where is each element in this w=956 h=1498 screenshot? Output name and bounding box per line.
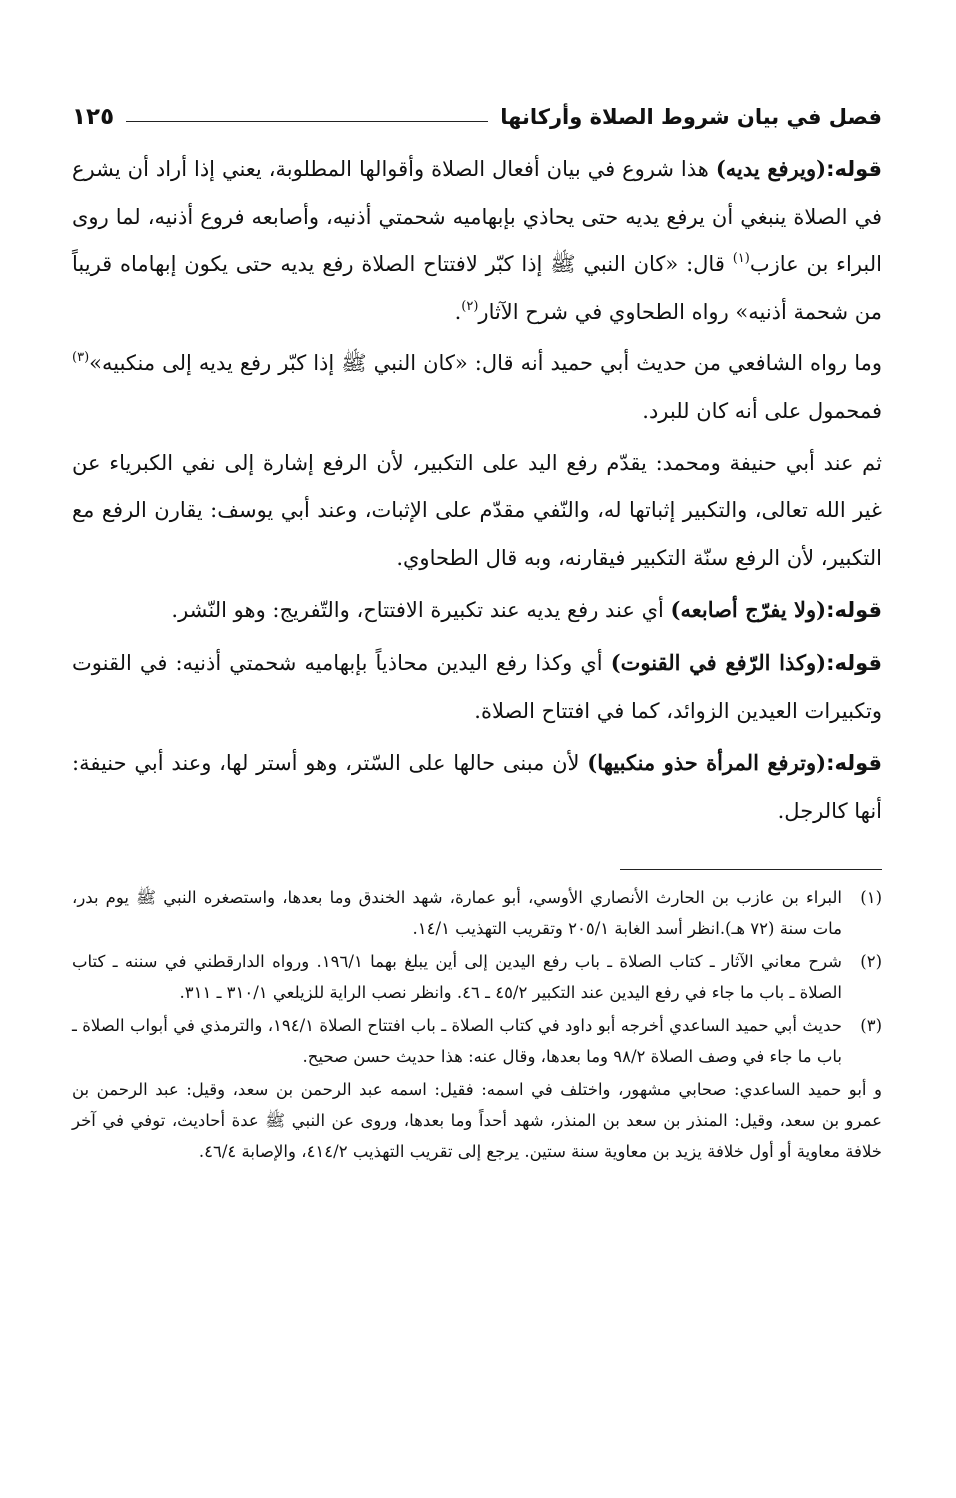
footnote-number: (٣) [860,1016,882,1036]
quoted-phrase: (وترفع المرأة حذو منكبيها) [587,750,827,776]
header-rule [126,121,488,122]
quoted-phrase: (وكذا الرّفع في القنوت) [610,649,827,675]
paragraph-5 [72,639,882,735]
paragraph-text: فمحمول على أنه كان للبرد. [642,398,882,423]
paragraph-2 [72,340,882,435]
footnote-text: شرح معاني الآثار ـ كتاب الصلاة ـ باب رفع اليدين إلى أين يبلغ بهما ١٩٦/١. ورواه الدارقطني في سننه ـ كتاب الصلاة ـ باب ما جاء في رفع اليدين عند التكبير ٤٥/٢ ـ ٤٦. وانظر نصب الراية للزيلعي ٣١٠/١ ـ ٣١١. [72,952,843,1003]
paragraph-lead: قوله: [826,751,882,776]
footnotes [72,882,882,1167]
quoted-phrase: (ويرفع يديه) [715,156,827,181]
paragraph-text: أي وكذا رفع اليدين محاذياً بإبهاميه شحمتي أذنيه: في القنوت وتكبيرات العيدين الزوائد، كما في افتتاح الصلاة. [72,650,882,723]
paragraph-text: قال: «كان النبي ﷺ إذا كبّر لافتتاح الصلاة رفع يديه حتى يكون إبهاماه قريباً من شحمة أذنيه» رواه الطحاوي في شرح الآثار [72,252,882,324]
paragraph-text: ثم عند أبي حنيفة ومحمد: يقدّم رفع اليد على التكبير، لأن الرفع إشارة إلى نفي الكبرياء عن غير الله تعالى، والتكبير إثباتها له، والنّفي مقدّم على الإثبات، وعند أبي يوسف: يقارن الرفع مع التكبير، لأن الرفع سنّة التكبير فيقارنه، وبه قال الطحاوي. [72,450,882,570]
paragraph-text: وما رواه الشافعي من حديث أبي حميد أنه قال: «كان النبي ﷺ إذا كبّر رفع يديه إلى منكبيه» [89,351,882,376]
footnote-ref[interactable]: (٢) [461,298,479,314]
footnote-1 [72,882,882,944]
quoted-phrase: (ولا يفرّج أصابعه) [670,597,827,623]
paragraph-text: لأن مبنى حالها على السّتر، وهو أستر لها، وعند أبي حنيفة: أنها كالرجل. [72,751,882,823]
footnote-text: حديث أبي حميد الساعدي أخرجه أبو داود في كتاب الصلاة ـ باب افتتاح الصلاة ١٩٤/١، والترمذي في أبواب الصلاة ـ باب ما جاء في وصف الصلاة ٩٨/٢ وما بعدها، وقال عنه: هذا حديث حسن صحيح. [72,1016,842,1067]
paragraph-text: أي عند رفع يديه عند تكبيرة الافتتاح، والتّفريج: وهو النّشر. [171,598,671,623]
paragraph-lead: قوله: [826,598,882,623]
main-text [72,145,882,835]
paragraph-6 [72,739,882,835]
paragraph-1 [72,145,882,336]
paragraph-lead: قوله: [826,157,882,181]
chapter-title: فصل في بيان شروط الصلاة وأركانها [500,105,882,129]
footnote-3 [72,1010,882,1072]
footnote-number: (١) [860,888,882,908]
paragraph-3 [72,440,882,583]
paragraph-text: . [454,299,462,324]
footnote-ref[interactable]: (٣) [72,350,90,366]
paragraph-lead: قوله: [826,650,882,675]
footnote-number: (٢) [860,952,882,972]
footnote-separator [620,869,882,870]
paragraph-text: هذا شروع في بيان أفعال الصلاة وأقوالها المطلوبة، يعني إذا أراد أن يشرع في الصلاة ينبغي أن يرفع يديه حتى يحاذي بإبهاميه شحمتي أذنيه، وأصابعه فروع أذنيه، لما روى البراء بن عازب [72,157,882,277]
footnote-2 [72,946,882,1008]
footnote-text: البراء بن عازب بن الحارث الأنصاري الأوسي، أبو عمارة، شهد الخندق وما بعدها، واستصغره النبي ﷺ يوم بدر، مات سنة (٧٢ هـ).انظر أسد الغابة ٢٠٥/١ وتقريب التهذيب ١٤/١. [72,888,842,939]
book-page [72,95,882,1167]
running-header [72,95,882,139]
paragraph-4 [72,586,882,635]
footnote-continuation: و أبو حميد الساعدي: صحابي مشهور، واختلف في اسمه: فقيل: اسمه عبد الرحمن بن سعد، وقيل: عبد الرحمن بن عمرو بن سعد، وقيل: المنذر بن سعد بن المنذر، شهد أحداً وما بعدها، وروى عن النبي ﷺ عدة أحاديث، توفي في آخر خلافة معاوية أو أول خلافة يزيد بن معاوية سنة ستين. يرجع إلى تقريب التهذيب ٤١٤/٢، والإصابة ٤٦/٤. [72,1080,882,1162]
page-number: ١٢٥ [72,104,115,130]
footnote-ref[interactable]: (١) [732,251,750,267]
